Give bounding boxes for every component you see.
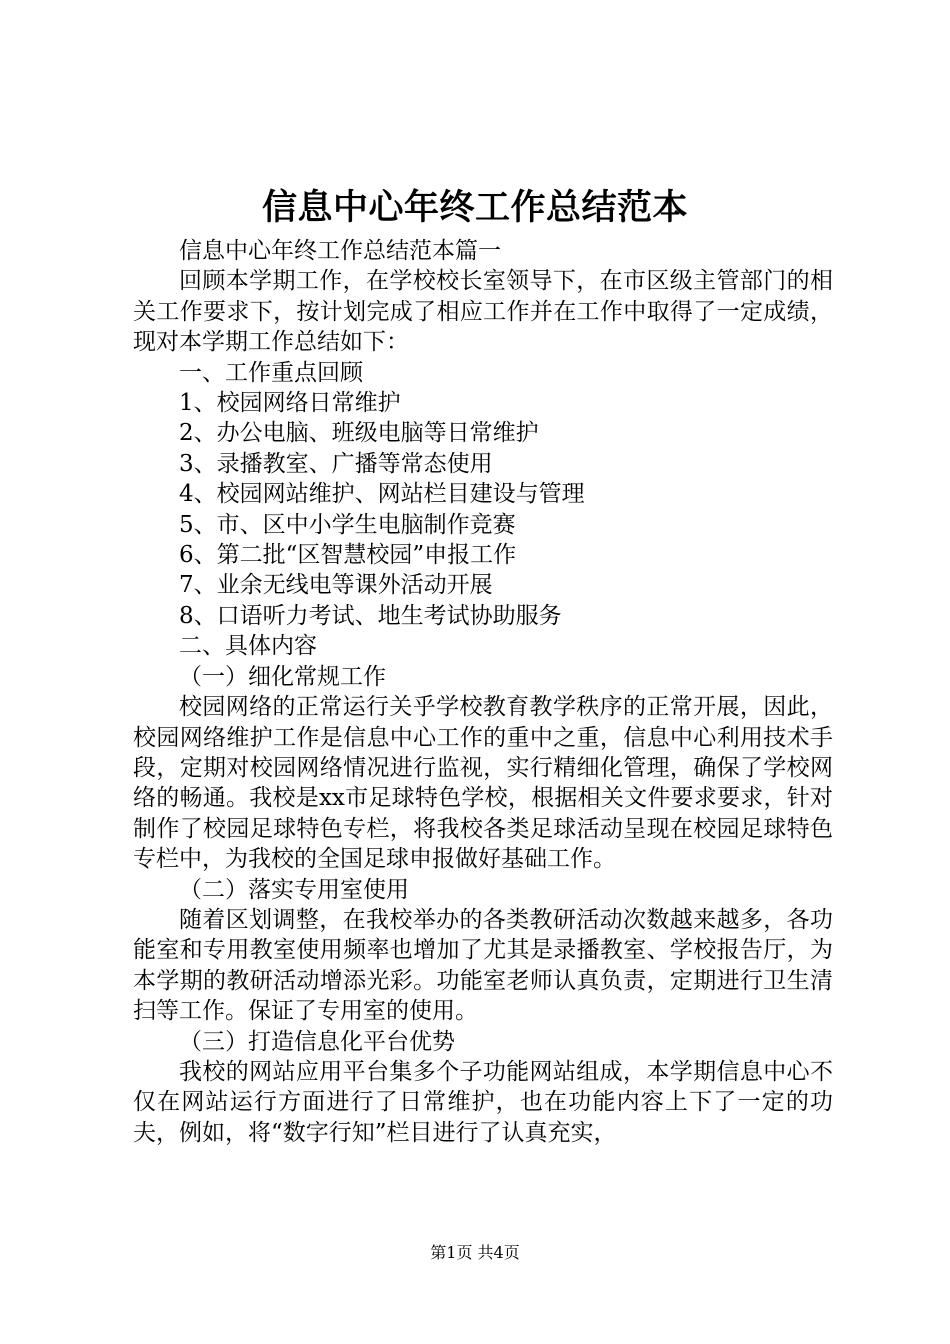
list-item: 6、第二批“区智慧校园”申报工作	[179, 542, 517, 569]
section-heading: 二、具体内容	[179, 633, 317, 660]
page-footer: 第1页 共4页	[430, 1243, 520, 1262]
list-item: 5、市、区中小学生电脑制作竞赛	[179, 511, 516, 538]
list-item: 3、录播教室、广播等常态使用	[179, 450, 493, 477]
subsection-heading: （一）细化常规工作	[179, 663, 386, 690]
subsection-heading: （二）落实专用室使用	[179, 876, 409, 903]
document-body	[133, 236, 833, 1148]
paragraph: 回顾本学期工作，在学校校长室领导下，在市区级主管部门的相关工作要求下，按计划完成了相应工作并在工作中取得了一定成绩，现对本学期工作总结如下：	[133, 268, 833, 356]
list-item: 7、业余无线电等课外活动开展	[179, 572, 493, 599]
list-item: 2、办公电脑、班级电脑等日常维护	[179, 420, 539, 447]
paragraph: 随着区划调整，在我校举办的各类教研活动次数越来越多，各功能室和专用教室使用频率也增加了尤其是录播教室、学校报告厅，为本学期的教研活动增添光彩。功能室老师认真负责，定期进行卫生清扫等工作。保证了专用室的使用。	[133, 906, 833, 1025]
paragraph: 校园网络的正常运行关乎学校教育教学秩序的正常开展，因此，校园网络维护工作是信息中心工作的重中之重，信息中心利用技术手段，定期对校园网络情况进行监视，实行精细化管理，确保了学校网络的畅通。我校是xx市足球特色学校，根据相关文件要求要求，针对制作了校园足球特色专栏，将我校各类足球活动呈现在校园足球特色专栏中，为我校的全国足球申报做好基础工作。	[133, 694, 833, 873]
list-item: 1、校园网络日常维护	[179, 390, 401, 417]
list-item: 8、口语听力考试、地生考试协助服务	[179, 602, 562, 629]
document-title: 信息中心年终工作总结范本	[261, 187, 688, 228]
section-heading: 一、工作重点回顾	[179, 359, 363, 386]
section-heading: 信息中心年终工作总结范本篇一	[179, 238, 501, 264]
subsection-heading: （三）打造信息化平台优势	[179, 1028, 455, 1055]
list-item: 4、校园网站维护、网站栏目建设与管理	[179, 481, 585, 508]
paragraph: 我校的网站应用平台集多个子功能网站组成，本学期信息中心不仅在网站运行方面进行了日常维护，也在功能内容上下了一定的功夫，例如，将“数字行知”栏目进行了认真充实，	[133, 1058, 833, 1146]
